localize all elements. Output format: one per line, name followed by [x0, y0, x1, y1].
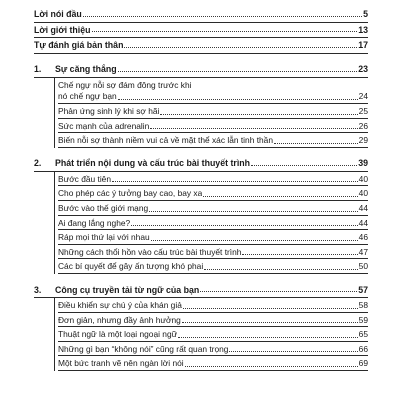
toc-entry-title: Tự đánh giá bản thân	[34, 40, 124, 51]
dot-leader	[242, 254, 357, 255]
subentry-title: Bước vào thế giới mạng	[58, 202, 149, 213]
dot-leader	[274, 143, 358, 144]
subentry-title: Chế ngự nỗi sợ đám đông trước khi	[58, 79, 192, 90]
subentry-title: Ráp mọi thứ lại với nhau	[58, 232, 150, 243]
toc-entry-title: Lời nói đầu	[34, 9, 82, 19]
chapter-subentries	[54, 298, 368, 371]
subentry-title: Đơn giản, nhưng đầy ảnh hưởng	[58, 314, 181, 325]
subentry-title: Những gì bạn “không nói” cũng rất quan trọng	[58, 343, 229, 354]
toc-subentry[interactable]	[58, 259, 368, 274]
toc-entry-page: 5	[363, 9, 368, 19]
toc-chapter-entry[interactable]	[34, 283, 368, 297]
subentry-title: Bước đầu tiên	[58, 173, 112, 184]
dot-leader	[203, 196, 357, 197]
subentry-title: Một bức tranh vẽ nên ngàn lời nói	[58, 358, 184, 369]
toc-subentry[interactable]	[58, 119, 368, 134]
chapter-block	[34, 283, 368, 371]
subentry-page: 29	[358, 135, 368, 146]
subentry-page: 66	[358, 343, 368, 354]
dot-leader	[118, 99, 358, 100]
toc-subentry[interactable]	[58, 78, 368, 104]
toc-subentry[interactable]	[58, 298, 368, 313]
dot-leader	[183, 308, 358, 309]
subentry-title: Phản ứng sinh lý khi sợ hãi	[58, 105, 160, 116]
chapter-title: Phát triển nội dung và cấu trúc bài thuyết trình	[55, 158, 251, 169]
chapter-subentries	[54, 78, 368, 148]
chapter-subentries	[54, 172, 368, 274]
subentry-page: 25	[358, 105, 368, 116]
separator-line	[34, 53, 368, 54]
toc-front-entry[interactable]	[34, 23, 368, 38]
toc-subentry[interactable]	[58, 216, 368, 231]
chapter-page: 57	[358, 284, 368, 295]
dot-leader	[229, 351, 357, 352]
subentry-title: Biến nỗi sợ thành niềm vui cả về mặt thể xác lẫn tinh thần	[58, 135, 273, 146]
dot-leader	[149, 211, 358, 212]
toc-subentry[interactable]	[58, 230, 368, 245]
dot-leader	[131, 225, 357, 226]
subentry-title: Điều khiển sự chú ý của khán giả	[58, 299, 182, 310]
toc-subentry[interactable]	[58, 356, 368, 371]
toc-subentry[interactable]	[58, 172, 368, 187]
chapter-block	[34, 63, 368, 148]
dot-leader	[160, 114, 357, 115]
toc-front-entry[interactable]	[34, 7, 368, 22]
toc-subentry[interactable]	[58, 313, 368, 328]
chapter-block	[34, 157, 368, 274]
subentry-page: 59	[358, 314, 368, 325]
dot-leader	[200, 291, 357, 292]
chapter-page: 23	[358, 64, 368, 75]
subentry-title: Thuật ngữ là một loại ngoại ngữ	[58, 329, 178, 340]
dot-leader	[92, 31, 358, 32]
chapter-page: 39	[358, 158, 368, 169]
toc-chapter-entry[interactable]	[34, 63, 368, 77]
toc-subentry[interactable]	[58, 342, 368, 357]
toc-subentry[interactable]	[58, 104, 368, 119]
toc-subentry[interactable]	[58, 327, 368, 342]
subentry-page: 24	[358, 91, 368, 102]
subentry-page: 40	[358, 188, 368, 199]
toc-entry-page: 17	[358, 40, 368, 51]
subentry-title: Ai đang lắng nghe?	[58, 217, 131, 228]
toc-front-entry[interactable]	[34, 38, 368, 53]
subentry-page: 44	[358, 217, 368, 228]
dot-leader	[178, 337, 357, 338]
chapter-title: Công cụ truyền tải từ ngữ của bạn	[55, 284, 200, 295]
dot-leader	[124, 47, 357, 48]
chapter-number: 2.	[34, 158, 42, 169]
dot-leader	[251, 165, 357, 166]
chapter-title: Sự căng thẳng	[55, 64, 117, 75]
subentry-title-continued: nó chế ngự bạn	[58, 91, 117, 102]
toc-subentry[interactable]	[58, 245, 368, 260]
subentry-page: 40	[358, 173, 368, 184]
subentry-page: 44	[358, 202, 368, 213]
dot-leader	[185, 366, 358, 367]
dot-leader	[112, 181, 358, 182]
chapter-number: 3.	[34, 284, 42, 295]
subentry-page: 26	[358, 120, 368, 131]
dot-leader	[150, 128, 357, 129]
subentry-page: 47	[358, 246, 368, 257]
subentry-title: Các bí quyết để gây ấn tượng khó phai	[58, 261, 204, 272]
subentry-page: 69	[358, 358, 368, 369]
subentry-title: Sức mạnh của adrenalin	[58, 120, 150, 131]
toc-subentry[interactable]	[58, 186, 368, 201]
dot-leader	[151, 240, 358, 241]
dot-leader	[204, 269, 357, 270]
toc-chapter-entry[interactable]	[34, 157, 368, 171]
dot-leader	[182, 322, 358, 323]
dot-leader	[118, 71, 358, 72]
subentry-title: Cho phép các ý tưởng bay cao, bay xa	[58, 188, 203, 199]
toc-entry-title: Lời giới thiệu	[34, 24, 91, 35]
toc-subentry[interactable]	[58, 133, 368, 148]
toc-subentry[interactable]	[58, 201, 368, 216]
subentry-page: 58	[358, 299, 368, 310]
subentry-page: 50	[358, 261, 368, 272]
subentry-page: 46	[358, 232, 368, 243]
subentry-title: Những cách thổi hồn vào cấu trúc bài thuyết trình	[58, 246, 242, 257]
subentry-page: 65	[358, 329, 368, 340]
dot-leader	[83, 16, 362, 17]
toc-entry-page: 13	[358, 24, 368, 35]
chapter-number: 1.	[34, 64, 42, 75]
table-of-contents	[34, 0, 368, 371]
